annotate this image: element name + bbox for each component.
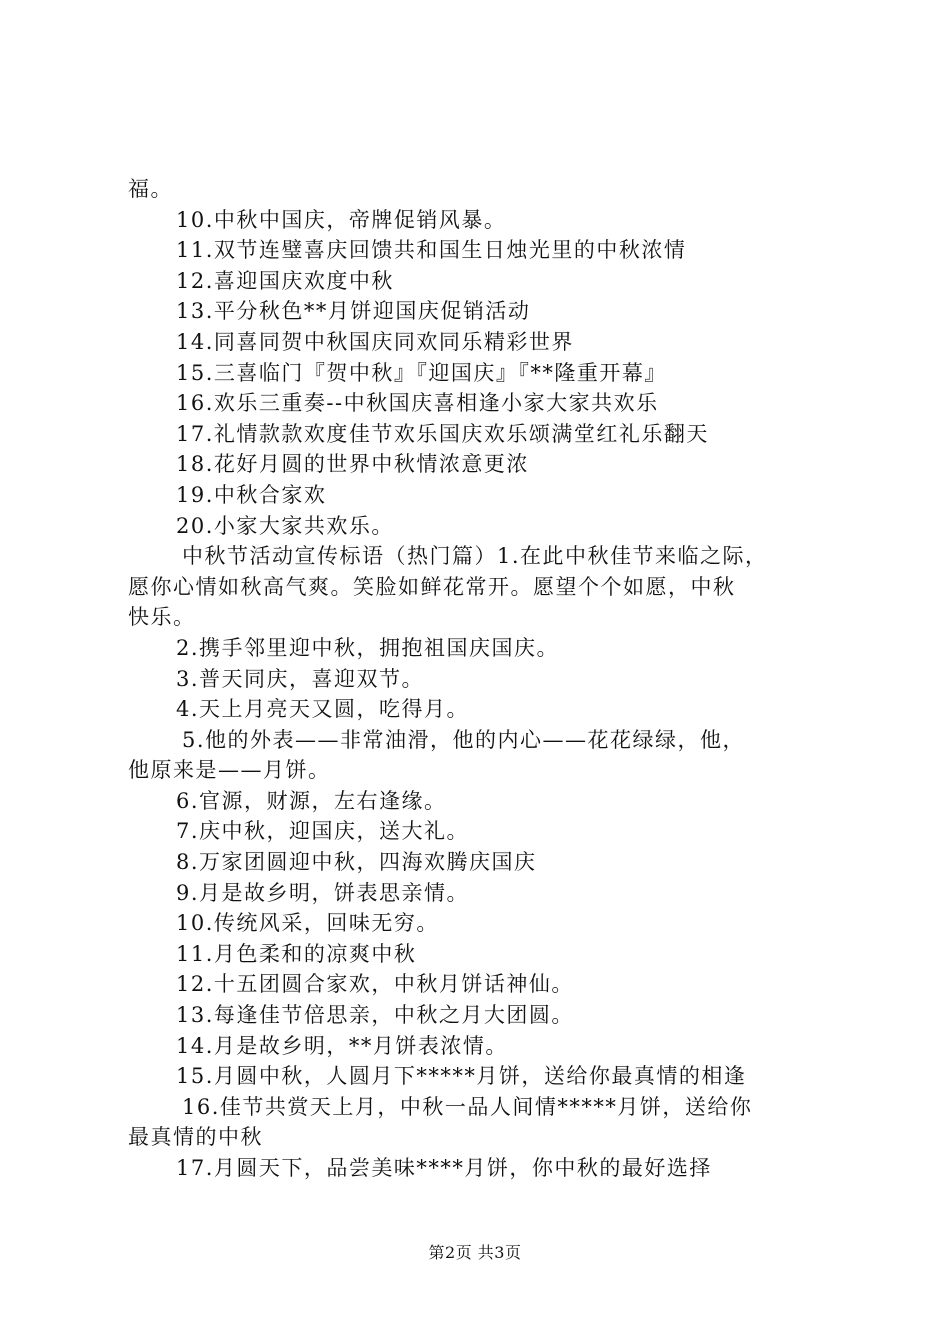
- text-line: 12.十五团圆合家欢，中秋月饼话神仙。: [176, 972, 574, 997]
- text-line: 2.携手邻里迎中秋，拥抱祖国庆国庆。: [176, 635, 560, 660]
- text-line: 14.月是故乡明，**月饼表浓情。: [176, 1033, 508, 1058]
- page-footer: 第2页 共3页: [428, 1243, 522, 1262]
- text-line: 18.花好月圆的世界中秋情浓意更浓: [176, 452, 529, 477]
- text-line: 10.传统风采，回味无穷。: [176, 911, 439, 936]
- text-line: 9.月是故乡明，饼表思亲情。: [176, 880, 470, 905]
- text-line: 14.同喜同贺中秋国庆同欢同乐精彩世界: [176, 329, 574, 354]
- text-line: 19.中秋合家欢: [176, 482, 327, 507]
- text-line: 最真情的中秋: [128, 1125, 263, 1150]
- text-line: 16.欢乐三重奏--中秋国庆喜相逢小家大家共欢乐: [176, 391, 659, 416]
- text-line: 5.他的外表——非常油滑，他的内心——花花绿绿，他，: [182, 727, 746, 752]
- text-line: 6.官源，财源，左右逢缘。: [176, 788, 447, 813]
- text-line: 15.月圆中秋，人圆月下*****月饼，送给你最真情的相逢: [176, 1064, 747, 1089]
- text-line: 11.月色柔和的凉爽中秋: [176, 941, 417, 966]
- text-line: 13.平分秋色**月饼迎国庆促销活动: [176, 299, 531, 324]
- text-line: 福。: [128, 177, 173, 201]
- document-body: [128, 174, 838, 1184]
- text-line: 17.月圆天下，品尝美味****月饼，你中秋的最好选择: [176, 1156, 712, 1180]
- text-line: 愿你心情如秋高气爽。笑脸如鲜花常开。愿望个个如愿，中秋: [128, 574, 736, 599]
- text-line: 8.万家团圆迎中秋，四海欢腾庆国庆: [176, 850, 537, 875]
- section-heading-line: 中秋节活动宣传标语（热门篇）1.在此中秋佳节来临之际，: [182, 544, 768, 569]
- text-line: 20.小家大家共欢乐。: [176, 513, 394, 538]
- text-line: 17.礼情款款欢度佳节欢乐国庆欢乐颂满堂红礼乐翻天: [176, 421, 709, 446]
- text-line: 12.喜迎国庆欢度中秋: [176, 268, 394, 293]
- text-line: 快乐。: [128, 605, 196, 630]
- text-line: 16.佳节共赏天上月，中秋一品人间情*****月饼，送给你: [182, 1094, 753, 1119]
- text-line: 11.双节连璧喜庆回馈共和国生日烛光里的中秋浓情: [176, 238, 687, 263]
- text-line: 13.每逢佳节倍思亲，中秋之月大团圆。: [176, 1003, 574, 1028]
- text-line: 4.天上月亮天又圆，吃得月。: [176, 697, 470, 722]
- text-line: 3.普天同庆，喜迎双节。: [176, 666, 425, 691]
- text-line: 他原来是——月饼。: [128, 758, 331, 783]
- text-line: 7.庆中秋，迎国庆，送大礼。: [176, 819, 470, 844]
- text-line: 10.中秋中国庆，帝牌促销风暴。: [176, 207, 507, 232]
- text-line: 15.三喜临门『贺中秋』『迎国庆』『**隆重开幕』: [176, 360, 667, 385]
